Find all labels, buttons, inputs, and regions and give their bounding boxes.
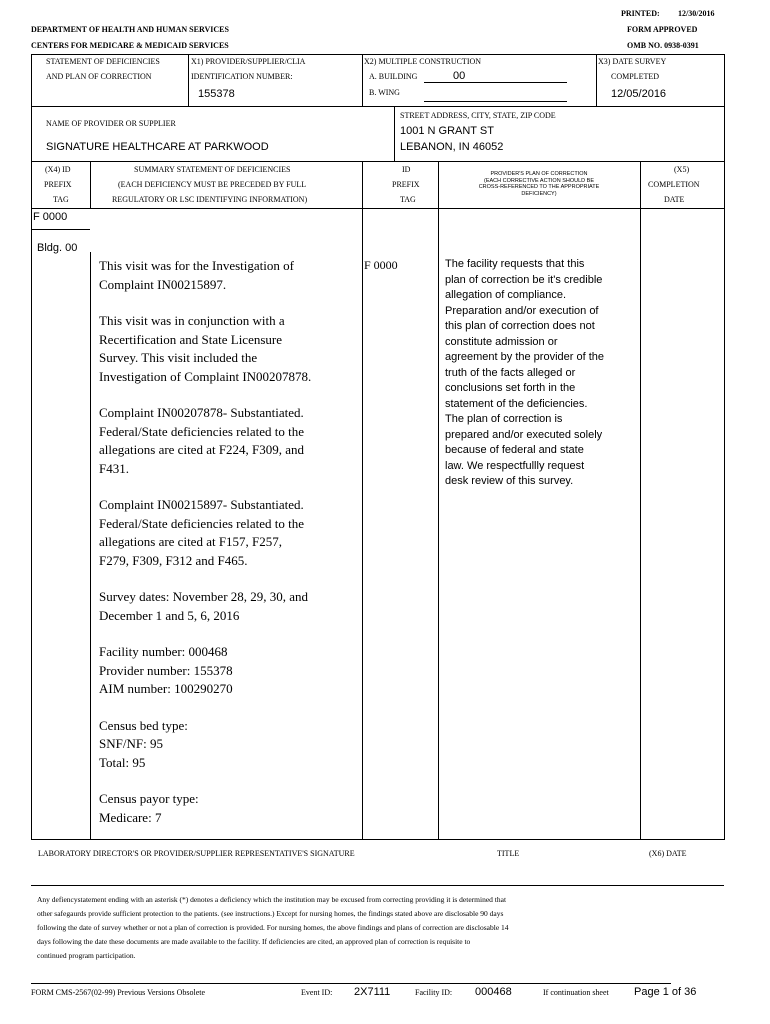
summary-line: F431.: [99, 460, 129, 476]
plan-line: conclusions set forth in the: [445, 382, 576, 394]
summary-line: Recertification and State Licensure: [99, 331, 283, 347]
date-survey-label: X3) DATE SURVEY: [598, 57, 667, 66]
identification-label: IDENTIFICATION NUMBER:: [191, 72, 293, 81]
summary-line: Complaint IN00207878- Substantiated.: [99, 405, 304, 420]
address-city: LEBANON, IN 46052: [400, 141, 504, 153]
signature-rule: [31, 885, 724, 886]
provider-clia-label: X1) PROVIDER/SUPPLIER/CLIA: [191, 57, 306, 66]
plan-line: desk review of this survey.: [445, 475, 574, 487]
summary-line: Census payor type:: [99, 791, 199, 806]
summary-paragraph: [99, 717, 359, 773]
summary-line: allegations are cited at F224, F309, and: [99, 442, 305, 457]
summary-line: Medicare: 7: [99, 809, 162, 825]
summary-line: SNF/NF: 95: [99, 736, 163, 751]
summary-line: Facility number: 000468: [99, 644, 228, 659]
plan-line: law. We respectfullly request: [445, 459, 585, 472]
building-label: A. BUILDING: [369, 72, 418, 81]
plan-line: agreement by the provider of the: [445, 351, 604, 363]
provider-id-value: 155378: [198, 88, 235, 100]
footer-rule: [31, 983, 671, 984]
printed-date: 12/30/2016: [678, 9, 715, 18]
disclaimer-line: Any defiencystatement ending with an asterisk (*) denotes a deficiency which the institution may be excused from correcting providing it is determined that: [37, 895, 507, 904]
plan-header: PROVIDER'S PLAN OF CORRECTION (EACH CORRECTIVE ACTION SHOULD BE CROSS-REFERENCED TO THE APPROPRIATE DEFICIENCY): [478, 171, 600, 197]
completed-label: COMPLETED: [611, 72, 659, 81]
summary-line: AIM number: 100290270: [99, 681, 233, 696]
summary-paragraph: [99, 404, 359, 478]
address-street: 1001 N GRANT ST: [400, 125, 494, 137]
summary-paragraph: [99, 496, 359, 570]
plan-line: plan of correction be it's credible: [445, 273, 603, 286]
plan-line: this plan of correction does not: [445, 320, 595, 332]
plan-line: The plan of correction is: [445, 413, 563, 425]
building-value: 00: [453, 70, 466, 82]
plan-line: prepared and/or executed solely: [445, 428, 603, 441]
summary-label-2: (EACH DEFICIENCY MUST BE PRECEDED BY FULL: [118, 180, 307, 189]
x4-tag-label: TAG: [53, 195, 69, 204]
x6-date-label: (X6) DATE: [649, 849, 687, 858]
summary-line: allegations are cited at F157, F257,: [99, 534, 283, 549]
x5-date-label: DATE: [664, 195, 685, 204]
summary-line: F279, F309, F312 and F465.: [99, 552, 248, 568]
summary-line: This visit was in conjunction with a: [99, 313, 285, 328]
plan-line: truth of the facts alleged or: [445, 366, 576, 379]
id-tag-label: TAG: [400, 195, 416, 204]
summary-statement: [99, 257, 359, 845]
continuation-label: If continuation sheet: [543, 988, 609, 997]
printed-label: PRINTED:: [621, 9, 660, 18]
centers-heading: CENTERS FOR MEDICARE & MEDICAID SERVICES: [31, 41, 229, 50]
address-label: STREET ADDRESS, CITY, STATE, ZIP CODE: [400, 111, 556, 120]
summary-line: Survey. This visit included the: [99, 350, 258, 365]
x4-prefix-label: PREFIX: [44, 180, 72, 189]
facility-id-label: Facility ID:: [415, 988, 453, 997]
id-label: ID: [402, 165, 411, 174]
plan-line: constitute admission or: [445, 335, 558, 348]
plan-line: statement of the deficiencies.: [445, 397, 588, 410]
summary-line: Complaint IN00215897.: [99, 276, 227, 292]
summary-paragraph: [99, 312, 359, 386]
department-heading: DEPARTMENT OF HEALTH AND HUMAN SERVICES: [31, 25, 229, 34]
form-number: FORM CMS-2567(02-99) Previous Versions Obsolete: [31, 988, 206, 997]
tag-divider: [31, 229, 90, 230]
title-label: TITLE: [497, 849, 520, 858]
disclaimer: [37, 893, 717, 963]
disclaimer-line: other safegaurds provide sufficient protection to the patients. (see instructions.) Except for nursing homes, the findings stated above are disclosable 90 days: [37, 909, 504, 918]
survey-date-value: 12/05/2016: [611, 88, 667, 100]
summary-label-1: SUMMARY STATEMENT OF DEFICIENCIES: [134, 165, 291, 174]
plan-line: Preparation and/or execution of: [445, 304, 599, 317]
summary-paragraph: [99, 588, 359, 625]
plan-line: because of federal and state: [445, 444, 584, 456]
summary-line: Survey dates: November 28, 29, 30, and: [99, 589, 309, 604]
summary-line: Total: 95: [99, 754, 146, 770]
id-prefix-label: PREFIX: [392, 180, 420, 189]
omb-number: OMB NO. 0938-0391: [627, 41, 699, 50]
form-approved: FORM APPROVED: [627, 25, 698, 34]
plan-line: The facility requests that this: [445, 258, 585, 270]
statement-label-1: STATEMENT OF DEFICIENCIES: [46, 57, 160, 66]
summary-line: Complaint IN00215897- Substantiated.: [99, 497, 304, 512]
summary-line: Federal/State deficiencies related to the: [99, 423, 305, 439]
event-id-label: Event ID:: [301, 988, 333, 997]
left-prefix-tag: F 0000: [33, 211, 68, 223]
x5-label: (X5): [674, 165, 690, 174]
summary-line: Investigation of Complaint IN00207878.: [99, 368, 312, 384]
disclaimer-line: days following the date these documents are made available to the facility. If deficiencies are cited, an approved plan of correction is requisite to: [37, 937, 471, 946]
disclaimer-line: following the date of survey whether or not a plan of correction is provided. For nursing homes, the above findings and plans of correction are disclosable 14: [37, 923, 509, 932]
plan-line: allegation of compliance.: [445, 289, 567, 301]
event-id-value: 2X7111: [354, 986, 391, 998]
provider-name-value: SIGNATURE HEALTHCARE AT PARKWOOD: [46, 141, 269, 153]
provider-name-label: NAME OF PROVIDER OR SUPPLIER: [46, 119, 176, 128]
building-tag: Bldg. 00: [37, 242, 78, 254]
summary-paragraph: [99, 643, 359, 699]
completion-label: COMPLETION: [648, 180, 700, 189]
facility-id-value: 000468: [475, 986, 512, 998]
plan-of-correction: [445, 257, 637, 490]
summary-paragraph: [99, 790, 359, 827]
page-number: Page 1 of 36: [634, 986, 697, 998]
summary-line: December 1 and 5, 6, 2016: [99, 607, 240, 623]
x4-id-label: (X4) ID: [45, 165, 71, 174]
wing-label: B. WING: [369, 88, 400, 97]
summary-line: This visit was for the Investigation of: [99, 258, 294, 273]
multiple-construction-label: X2) MULTIPLE CONSTRUCTION: [364, 57, 482, 66]
summary-line: Provider number: 155378: [99, 662, 233, 678]
right-prefix-tag: F 0000: [364, 258, 398, 272]
signature-label: LABORATORY DIRECTOR'S OR PROVIDER/SUPPLIER REPRESENTATIVE'S SIGNATURE: [38, 849, 355, 858]
disclaimer-line: continued program participation.: [37, 951, 136, 960]
summary-paragraph: [99, 257, 359, 294]
summary-line: Federal/State deficiencies related to the: [99, 515, 305, 531]
summary-label-3: REGULATORY OR LSC IDENTIFYING INFORMATION): [112, 195, 308, 204]
statement-label-2: AND PLAN OF CORRECTION: [46, 72, 152, 81]
summary-line: Census bed type:: [99, 717, 188, 733]
